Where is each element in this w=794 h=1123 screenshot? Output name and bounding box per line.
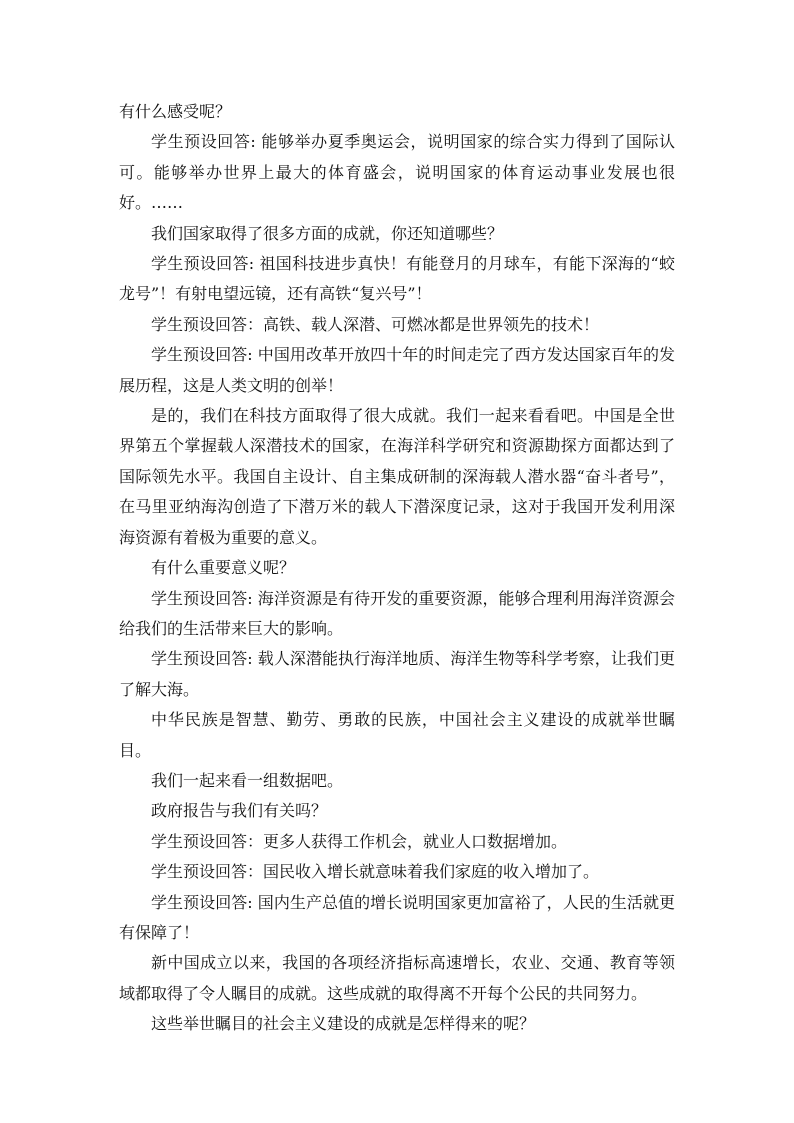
paragraph-1: 有什么感受呢？: [119, 102, 232, 121]
paragraph-8: 有什么重要意义呢？: [151, 558, 296, 578]
paragraph-5: 学生预设回答：高铁、载人深潜、可燃冰都是世界领先的技术！: [151, 314, 600, 334]
paragraph-10: 学生预设回答: 载人深潜能执行海洋地质、海洋生物等科学考察，让我们更了解大海。: [119, 649, 675, 699]
paragraph-3: 我们国家取得了很多方面的成就，你还知道哪些？: [151, 223, 504, 243]
paragraph-14: 学生预设回答：更多人获得工作机会，就业人口数据增加。: [151, 831, 568, 851]
paragraph-2: 学生预设回答: 能够举办夏季奥运会，说明国家的综合实力得到了国际认可。能够举办世界上最大的体育盛会，说明国家的体育运动事业发展也很好。……: [119, 132, 675, 213]
document-body: [119, 97, 675, 1040]
paragraph-9: 学生预设回答: 海洋资源是有待开发的重要资源，能够合理利用海洋资源会给我们的生活带来巨大的影响。: [119, 588, 675, 638]
paragraph-12: 我们一起来看一组数据吧。: [151, 770, 344, 790]
paragraph-15: 学生预设回答：国民收入增长就意味着我们家庭的收入增加了。: [151, 862, 600, 882]
paragraph-11: 中华民族是智慧、勤劳、勇敢的民族，中国社会主义建设的成就举世瞩目。: [119, 710, 675, 760]
paragraph-4: 学生预设回答: 祖国科技进步真快！有能登月的月球车，有能下深海的“蛟龙号”！有射电望远镜，还有高铁“复兴号”！: [119, 254, 675, 304]
paragraph-17: 新中国成立以来，我国的各项经济指标高速增长，农业、交通、教育等领域都取得了令人瞩目的成就。这些成就的取得离不开每个公民的共同努力。: [119, 953, 675, 1003]
paragraph-13: 政府报告与我们有关吗？: [151, 801, 328, 821]
paragraph-7: 是的，我们在科技方面取得了很大成就。我们一起来看看吧。中国是全世界第五个掌握载人深潜技术的国家，在海洋科学研究和资源勘探方面都达到了国际领先水平。我国自主设计、自主集成研制的深海载人潜水器“奋斗者号”，在马里亚纳海沟创造了下潜万米的载人下潜深度记录，这对于我国开发利用深海资源有着极为重要的意义。: [119, 406, 675, 547]
paragraph-6: 学生预设回答: 中国用改革开放四十年的时间走完了西方发达国家百年的发展历程，这是人类文明的创举！: [119, 345, 675, 395]
paragraph-18: 这些举世瞩目的社会主义建设的成就是怎样得来的呢？: [151, 1014, 536, 1034]
paragraph-16: 学生预设回答: 国内生产总值的增长说明国家更加富裕了，人民的生活就更有保障了！: [119, 892, 675, 942]
